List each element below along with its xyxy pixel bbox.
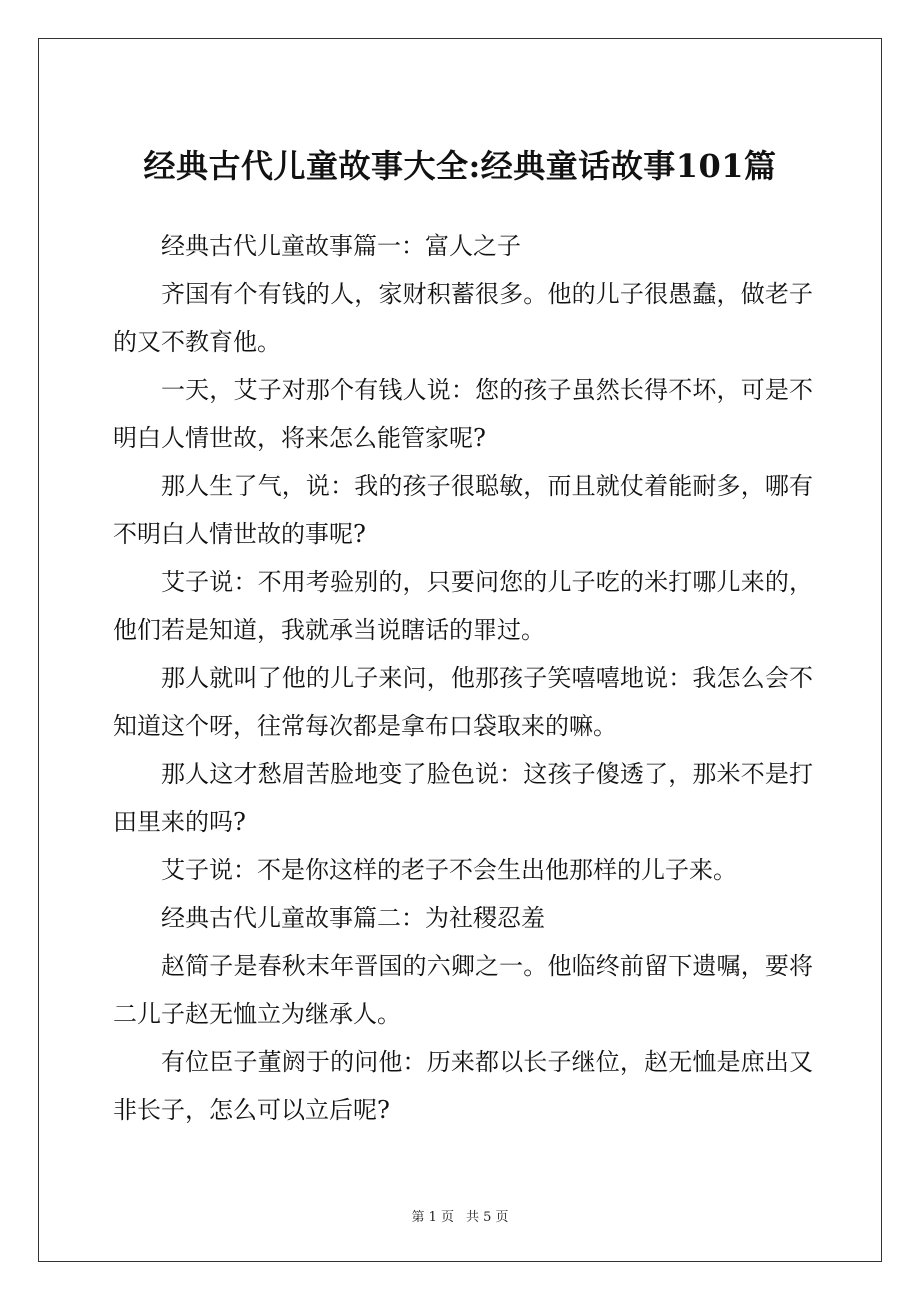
paragraph: 一天，艾子对那个有钱人说：您的孩子虽然长得不坏，可是不明白人情世故，将来怎么能管家呢?	[113, 376, 813, 452]
paragraph: 艾子说：不是你这样的老子不会生出他那样的儿子来。	[161, 856, 737, 884]
document-body	[113, 222, 813, 1134]
document-title: 经典古代儿童故事大全:经典童话故事101篇	[143, 147, 777, 185]
paragraph: 那人这才愁眉苦脸地变了脸色说：这孩子傻透了，那米不是打田里来的吗?	[113, 760, 813, 836]
page-footer	[38, 1206, 882, 1225]
paragraph: 赵简子是春秋末年晋国的六卿之一。他临终前留下遗嘱，要将二儿子赵无恤立为继承人。	[113, 952, 813, 1028]
page-number: 第 1 页	[411, 1210, 454, 1225]
page-total: 共 5 页	[466, 1210, 509, 1225]
section-heading: 经典古代儿童故事篇二：为社稷忍羞	[161, 904, 545, 932]
paragraph: 那人生了气，说：我的孩子很聪敏，而且就仗着能耐多，哪有不明白人情世故的事呢?	[113, 472, 813, 548]
paragraph: 齐国有个有钱的人，家财积蓄很多。他的儿子很愚蠢，做老子的又不教育他。	[113, 280, 813, 356]
paragraph: 有位臣子董阏于的问他：历来都以长子继位，赵无恤是庶出又非长子，怎么可以立后呢?	[113, 1048, 813, 1124]
paragraph: 艾子说：不用考验别的，只要问您的儿子吃的米打哪儿来的，他们若是知道，我就承当说瞎话的罪过。	[113, 568, 813, 644]
section-heading: 经典古代儿童故事篇一：富人之子	[161, 232, 521, 260]
paragraph: 那人就叫了他的儿子来问，他那孩子笑嘻嘻地说：我怎么会不知道这个呀，往常每次都是拿布口袋取来的嘛。	[113, 664, 813, 740]
